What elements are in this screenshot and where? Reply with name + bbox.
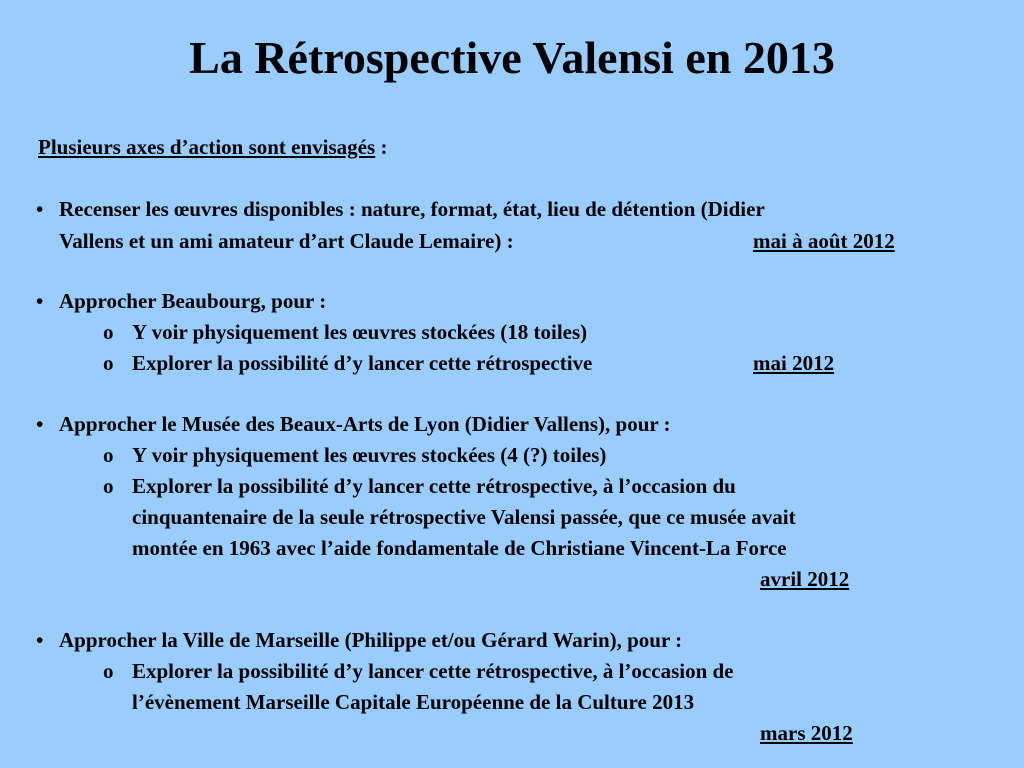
sub-bullet-marker: o bbox=[103, 320, 114, 344]
sub-bullet-marker: o bbox=[103, 474, 114, 498]
intro-heading: Plusieurs axes d’action sont envisagés bbox=[38, 135, 376, 159]
item-3-line-1: Approcher le Musée des Beaux-Arts de Lyon (Didier Vallens), pour : bbox=[59, 412, 671, 436]
intro-line bbox=[38, 134, 387, 160]
item-3-sub-2-line-2: cinquantenaire de la seule rétrospective Valensi passée, que ce musée avait bbox=[132, 505, 796, 529]
item-1-date: mai à août 2012 bbox=[753, 229, 895, 253]
bullet-marker: • bbox=[36, 628, 44, 652]
sub-bullet-marker: o bbox=[103, 659, 114, 683]
intro-suffix: : bbox=[375, 135, 388, 159]
bullet-marker: • bbox=[36, 289, 44, 313]
bullet-marker: • bbox=[36, 197, 44, 221]
item-1-line-2: Vallens et un ami amateur d’art Claude Lemaire) : bbox=[59, 229, 514, 253]
item-4-sub-1-line-1: Explorer la possibilité d’y lancer cette rétrospective, à l’occasion de bbox=[132, 659, 734, 683]
sub-bullet-marker: o bbox=[103, 351, 114, 375]
slide-title: La Rétrospective Valensi en 2013 bbox=[189, 32, 835, 83]
item-4-line-1: Approcher la Ville de Marseille (Philippe et/ou Gérard Warin), pour : bbox=[59, 628, 683, 652]
item-2-line-1: Approcher Beaubourg, pour : bbox=[59, 289, 327, 313]
item-3-sub-1: Y voir physiquement les œuvres stockées (4 (?) toiles) bbox=[132, 443, 607, 467]
item-4-sub-1-line-2: l’évènement Marseille Capitale Européenne de la Culture 2013 bbox=[132, 690, 695, 714]
item-1-line-1: Recenser les œuvres disponibles : nature, format, état, lieu de détention (Didier bbox=[59, 197, 765, 221]
item-4-date: mars 2012 bbox=[760, 721, 853, 745]
item-3-date: avril 2012 bbox=[760, 567, 850, 591]
sub-bullet-marker: o bbox=[103, 443, 114, 467]
item-2-sub-2: Explorer la possibilité d’y lancer cette rétrospective bbox=[132, 351, 593, 375]
item-2-sub-1: Y voir physiquement les œuvres stockées (18 toiles) bbox=[132, 320, 588, 344]
item-3-sub-2-line-1: Explorer la possibilité d’y lancer cette rétrospective, à l’occasion du bbox=[132, 474, 736, 498]
bullet-marker: • bbox=[36, 412, 44, 436]
item-3-sub-2-line-3: montée en 1963 avec l’aide fondamentale de Christiane Vincent-La Force bbox=[132, 536, 787, 560]
item-2-date: mai 2012 bbox=[753, 351, 835, 375]
